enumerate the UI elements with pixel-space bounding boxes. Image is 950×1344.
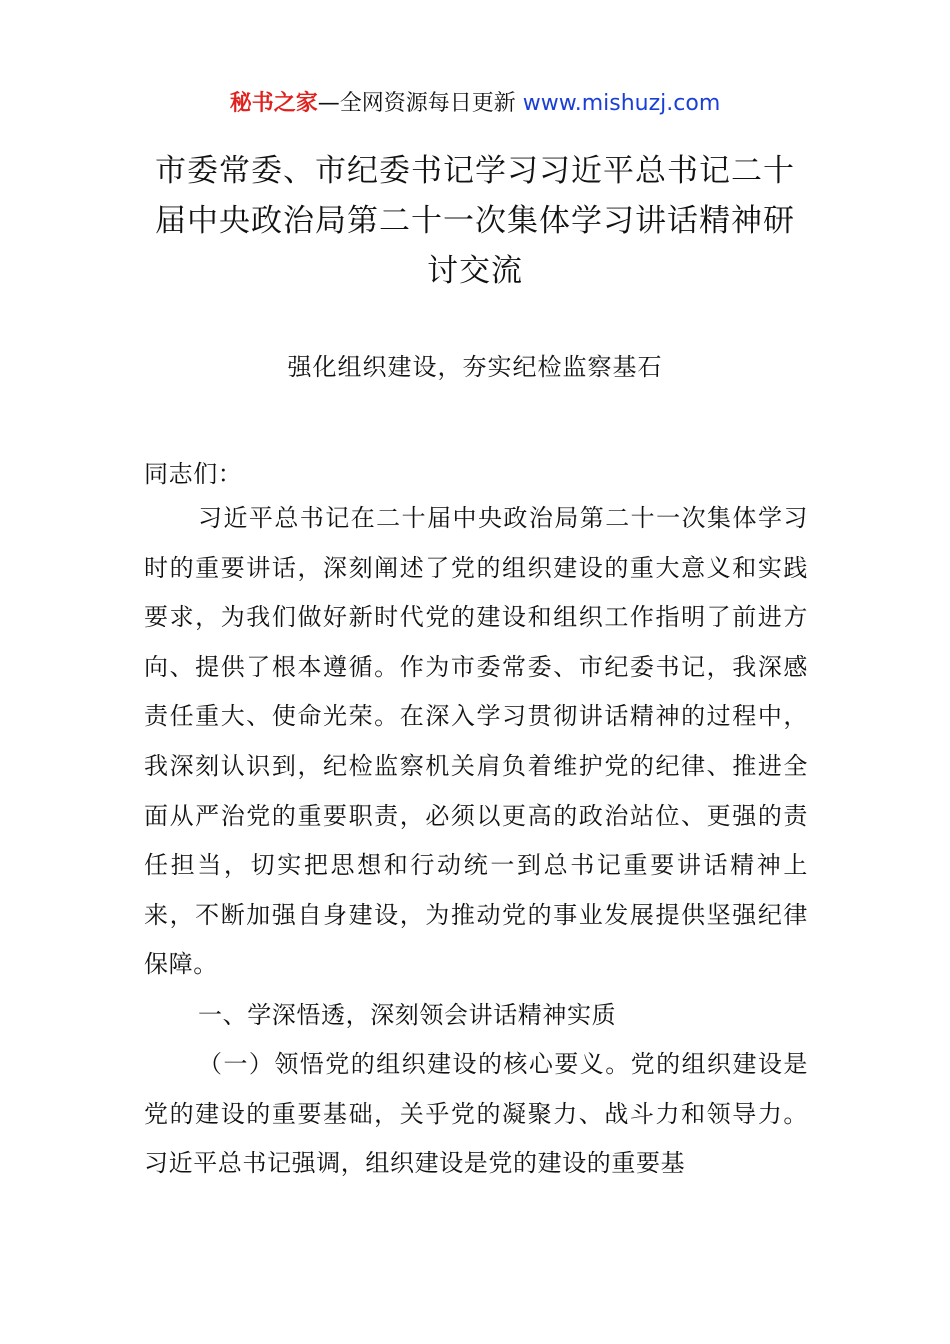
body-paragraph: （一）领悟党的组织建设的核心要义。党的组织建设是党的建设的重要基础，关乎党的凝聚力、战斗力和领导力。习近平总书记强调，组织建设是党的建设的重要基: [144, 1050, 808, 1178]
document-subtitle: 强化组织建设，夯实纪检监察基石: [287, 353, 663, 381]
section-heading: 一、学深悟透，深刻领会讲话精神实质: [198, 1001, 617, 1029]
site-url-link[interactable]: www.mishuzj.com: [522, 91, 721, 116]
site-tagline: —全网资源每日更新: [317, 91, 523, 116]
body-paragraph: 习近平总书记在二十届中央政治局第二十一次集体学习时的重要讲话，深刻阐述了党的组织建设的重大意义和实践要求，为我们做好新时代党的建设和组织工作指明了前进方向、提供了根本遵循。作为市委常委、市纪委书记，我深感责任重大、使命光荣。在深入学习贯彻讲话精神的过程中，我深刻认识到，纪检监察机关肩负着维护党的纪律、推进全面从严治党的重要职责，必须以更高的政治站位、更强的责任担当，切实把思想和行动统一到总书记重要讲话精神上来，不断加强自身建设，为推动党的事业发展提供坚强纪律保障。: [144, 504, 808, 979]
salutation: 同志们：: [144, 460, 243, 488]
site-brand: 秘书之家: [229, 91, 318, 116]
document-title: 市委常委、市纪委书记学习习近平总书记二十届中央政治局第二十一次集体学习讲话精神研讨交流: [155, 153, 795, 289]
site-header: [0, 88, 950, 120]
